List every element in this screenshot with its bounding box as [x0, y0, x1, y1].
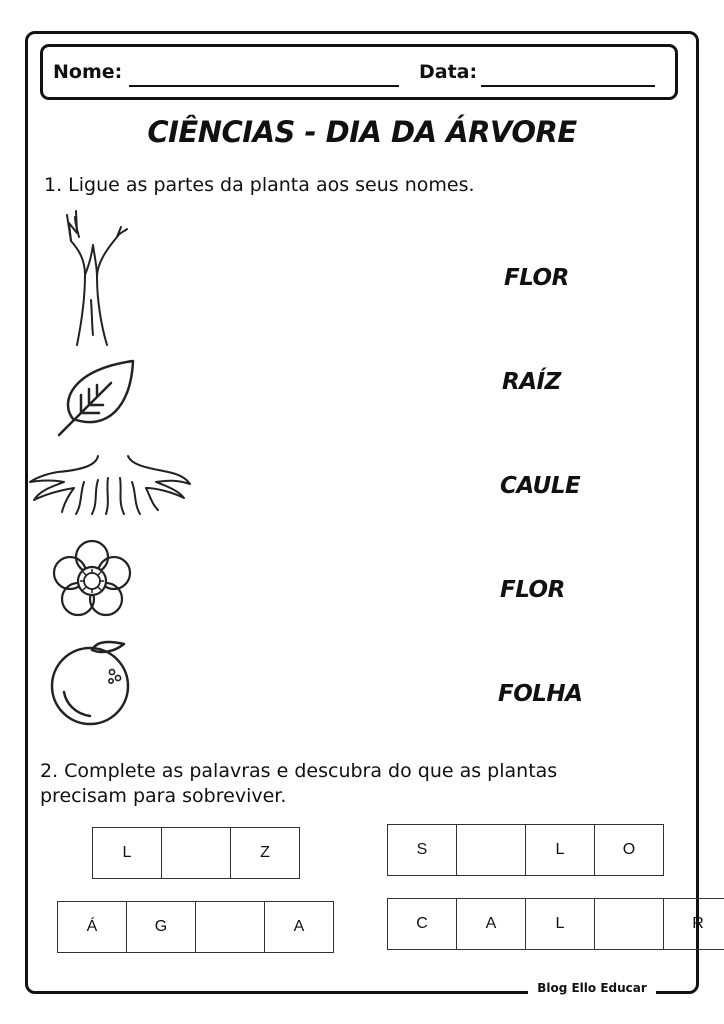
date-line[interactable] [481, 85, 655, 87]
letter-box: C [387, 898, 457, 950]
letter-box: Z [230, 827, 300, 879]
letter-box: S [387, 824, 457, 876]
date-label: Data: [419, 61, 478, 83]
word-option: FOLHA [498, 681, 583, 707]
letter-box: L [525, 824, 595, 876]
word-option: RAÍZ [502, 369, 561, 395]
blank-letter-box[interactable] [161, 827, 231, 879]
word-puzzle-luz [92, 827, 300, 879]
letter-box: L [525, 898, 595, 950]
letter-box: A [264, 901, 334, 953]
page-title: CIÊNCIAS - DIA DA ÁRVORE [147, 115, 577, 149]
blank-letter-box[interactable] [195, 901, 265, 953]
leaf-icon [55, 355, 140, 440]
name-label: Nome: [53, 61, 123, 83]
word-option: CAULE [500, 473, 581, 499]
name-line[interactable] [129, 85, 399, 87]
roots-icon [28, 452, 193, 517]
letter-box: R [663, 898, 724, 950]
question-2-line-2: precisam para sobreviver. [40, 785, 287, 807]
footer-credit: Blog Ello Educar [537, 981, 647, 995]
orange-fruit-icon [48, 638, 138, 728]
word-puzzle-calor [387, 898, 724, 950]
trunk-icon [55, 205, 135, 350]
word-puzzle-sol [387, 824, 664, 876]
letter-box: G [126, 901, 196, 953]
question-1: 1. Ligue as partes da planta aos seus nomes. [44, 174, 475, 196]
word-option: FLOR [500, 577, 565, 603]
letter-box: Á [57, 901, 127, 953]
blank-letter-box[interactable] [456, 824, 526, 876]
word-option: FLOR [504, 265, 569, 291]
letter-box: A [456, 898, 526, 950]
letter-box: L [92, 827, 162, 879]
letter-box: O [594, 824, 664, 876]
blank-letter-box[interactable] [594, 898, 664, 950]
word-puzzle-agua [57, 901, 334, 953]
student-info-header [40, 44, 678, 100]
question-2-line-1: 2. Complete as palavras e descubra do que as plantas [40, 760, 558, 782]
flower-icon [48, 535, 136, 623]
